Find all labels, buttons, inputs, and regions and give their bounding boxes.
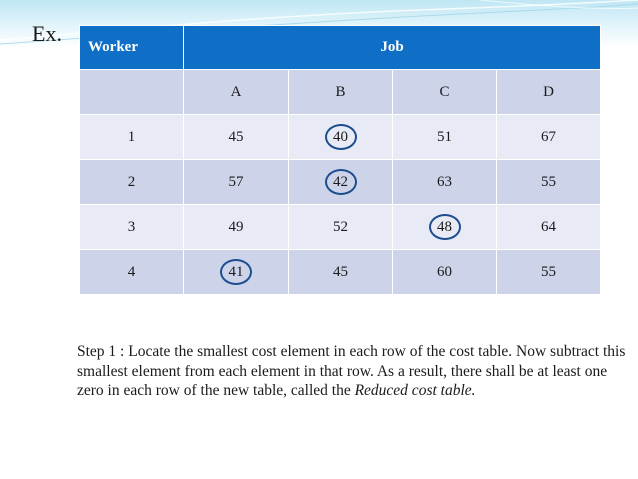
job-column-d: D	[497, 70, 601, 115]
worker-id: 4	[80, 250, 184, 295]
cost-cell	[184, 115, 289, 160]
cost-value-circled: 42	[333, 174, 348, 191]
min-circle	[325, 124, 357, 150]
table-row	[80, 160, 601, 205]
cost-cell	[289, 250, 393, 295]
table-row	[80, 250, 601, 295]
cost-value: 52	[333, 218, 348, 235]
cost-cell	[393, 250, 497, 295]
cost-cell	[184, 250, 289, 295]
cost-value: 60	[437, 263, 452, 280]
cost-cell	[184, 205, 289, 250]
cost-cell	[289, 115, 393, 160]
cost-cell	[289, 205, 393, 250]
job-column-b: B	[289, 70, 393, 115]
step-text: Step 1 : Locate the smallest cost element in each row of the cost table. Now subtract this smallest element from each element in that row. As a result, there shall be at least one zero in each row of the new table, called the	[77, 343, 626, 399]
worker-id: 1	[80, 115, 184, 160]
cost-value: 57	[228, 173, 244, 190]
cost-value: 45	[228, 128, 244, 145]
cost-cell	[497, 160, 601, 205]
table-row	[80, 205, 601, 250]
cost-value: 55	[541, 263, 556, 280]
cost-value: 67	[541, 128, 556, 145]
cost-value-circled: 40	[333, 129, 348, 146]
step-description	[77, 342, 637, 401]
step-emphasis: Reduced cost table.	[354, 382, 476, 399]
worker-header: Worker	[80, 26, 184, 70]
table-header-row	[80, 26, 601, 70]
min-circle	[429, 214, 461, 240]
cost-cell	[497, 250, 601, 295]
table-row	[80, 115, 601, 160]
example-label: Ex.	[32, 21, 62, 46]
worker-id: 2	[80, 160, 184, 205]
job-column-row	[80, 70, 601, 115]
job-column-c: C	[393, 70, 497, 115]
cost-cell	[497, 205, 601, 250]
job-header: Job	[184, 26, 601, 70]
cost-cell	[497, 115, 601, 160]
cost-value: 49	[228, 218, 244, 235]
cost-cell	[393, 115, 497, 160]
cost-cell	[289, 160, 393, 205]
job-column-a: A	[184, 70, 289, 115]
cost-value-circled: 41	[229, 264, 244, 281]
cost-value: 55	[541, 173, 556, 190]
worker-id: 3	[80, 205, 184, 250]
min-circle	[325, 169, 357, 195]
cost-value-circled: 48	[437, 219, 452, 236]
corner-cell	[80, 70, 184, 115]
cost-value: 64	[541, 218, 556, 235]
cost-value: 51	[437, 128, 452, 145]
cost-table	[79, 25, 601, 295]
cost-cell	[393, 205, 497, 250]
cost-cell	[184, 160, 289, 205]
cost-value: 63	[437, 173, 452, 190]
cost-cell	[393, 160, 497, 205]
min-circle	[220, 259, 252, 285]
cost-value: 45	[333, 263, 348, 280]
